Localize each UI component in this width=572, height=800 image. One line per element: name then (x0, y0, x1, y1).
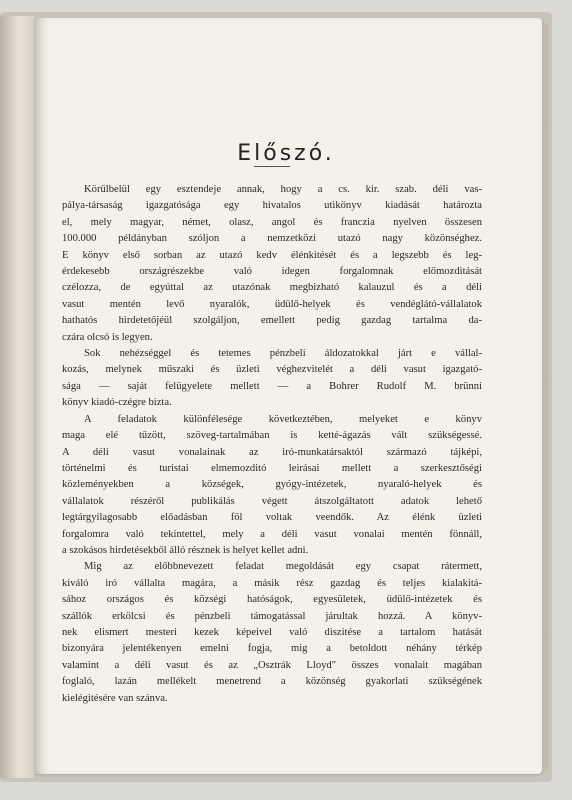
text-line: érdekesebb országrészekbe való idegen forgalomnak előmozditását (62, 266, 482, 278)
text-line: történelmi és turistai elmemozditó leirásai mellett a szerkesztőségi (62, 462, 482, 474)
text-line: sához országos és községi hatóságok, egyesületek, üdülő-intézetek és (62, 594, 482, 606)
text-line: A feladatok különfélesége következtében, melyeket e könyv (84, 413, 482, 425)
text-line: E könyv első sorban az utazó kedv élénkitését és a legszebb és leg- (62, 249, 482, 261)
paragraph (62, 346, 482, 412)
text-line: kielégitésére van szánva. (62, 692, 168, 704)
text-line: czára olcsó is legyen. (62, 331, 153, 343)
text-line: valamint a déli vasut és az „Osztrák Lloyd" összes vonalait magában (62, 659, 482, 671)
page-title: Előszó. (237, 140, 335, 166)
text-line: czélozza, de egyúttal az utazónak megbizható kalauzul és a déli (62, 282, 482, 294)
text-line: vállalatok részéről publikálás végett átszolgáltatott adatok lehető (62, 495, 482, 507)
text-line: hathatós hirdetetőjéül szolgáljon, emellett pedig gazdag tartalma da- (62, 315, 482, 327)
text-line: bizonyára jelentékenyen emelni fogja, mig a betoldott néhány térkép (62, 643, 482, 655)
text-line: pálya-társaság igazgatósága egy hivatalos utikönyv kiadását határozta (62, 200, 482, 212)
text-line: forgalomra való tekintettel, mely a déli vasut vonalai mentén fönnáll, (62, 528, 482, 540)
text-line: Mig az előbbnevezett feladat megoldását egy csapat rátermett, (84, 561, 482, 573)
paragraph (62, 182, 482, 346)
title-rule (254, 166, 290, 167)
text-line: A déli vasut vonalainak az iró-munkatársaktól származó tájképi, (62, 446, 482, 458)
text-line: kiváló iró vállalta magára, a másik rész gazdag és teljes kialakitá- (62, 577, 482, 589)
text-line: közleményekben a községek, gyógy-intézetek, nyaraló-helyek és (62, 479, 482, 491)
text-line: maga elé tűzött, szöveg-tartalmában is ketté-ágazás vált szükségessé. (62, 430, 482, 442)
text-line: a szokásos hirdetésekből álló résznek is helyet kellet adni. (62, 544, 309, 556)
text-line: könyv kiadó-czégre bizta. (62, 397, 172, 409)
text-line: Körülbelül egy esztendeje annak, hogy a cs. kir. szab. déli vas- (84, 184, 482, 195)
text-line: foglaló, lazán mellékelt menetrend a közönség gyakorlati szükségének (62, 676, 482, 688)
text-line: Sok nehézséggel és tetemes pénzbeli áldozatokkal járt e vállal- (84, 348, 482, 360)
text-line: 100.000 példányban szóljon a nemzetközi utazó nagy közönséghez. (62, 233, 482, 245)
text-line: vasut mentén levő nyaralók, üdülő-helyek és vendéglátó-vállalatok (62, 298, 482, 310)
text-line: sága — saját felügyelete mellett — a Bohrer Rudolf M. brünni (62, 380, 482, 392)
text-line: kozás, melynek műszaki és üzleti véghezvitelét a déli vasut igazgató- (62, 364, 482, 376)
text-line: el, mely magyar, német, olasz, angol és franczia nyelven összesen (62, 216, 482, 228)
text-line: legtárgyilagosabb előadásban föl voltak veendők. Az élénk üzleti (62, 512, 482, 524)
paragraph (62, 412, 482, 560)
paragraph (62, 559, 482, 707)
text-line: szállók erkölcsi és pénzbeli támogatással járultak hozzá. A könyv- (62, 610, 482, 622)
body-text (62, 182, 482, 707)
text-line: nek elismert mesteri kezek képeivel való diszitése a tartalom hatását (62, 626, 482, 638)
left-page-edge (0, 16, 34, 778)
